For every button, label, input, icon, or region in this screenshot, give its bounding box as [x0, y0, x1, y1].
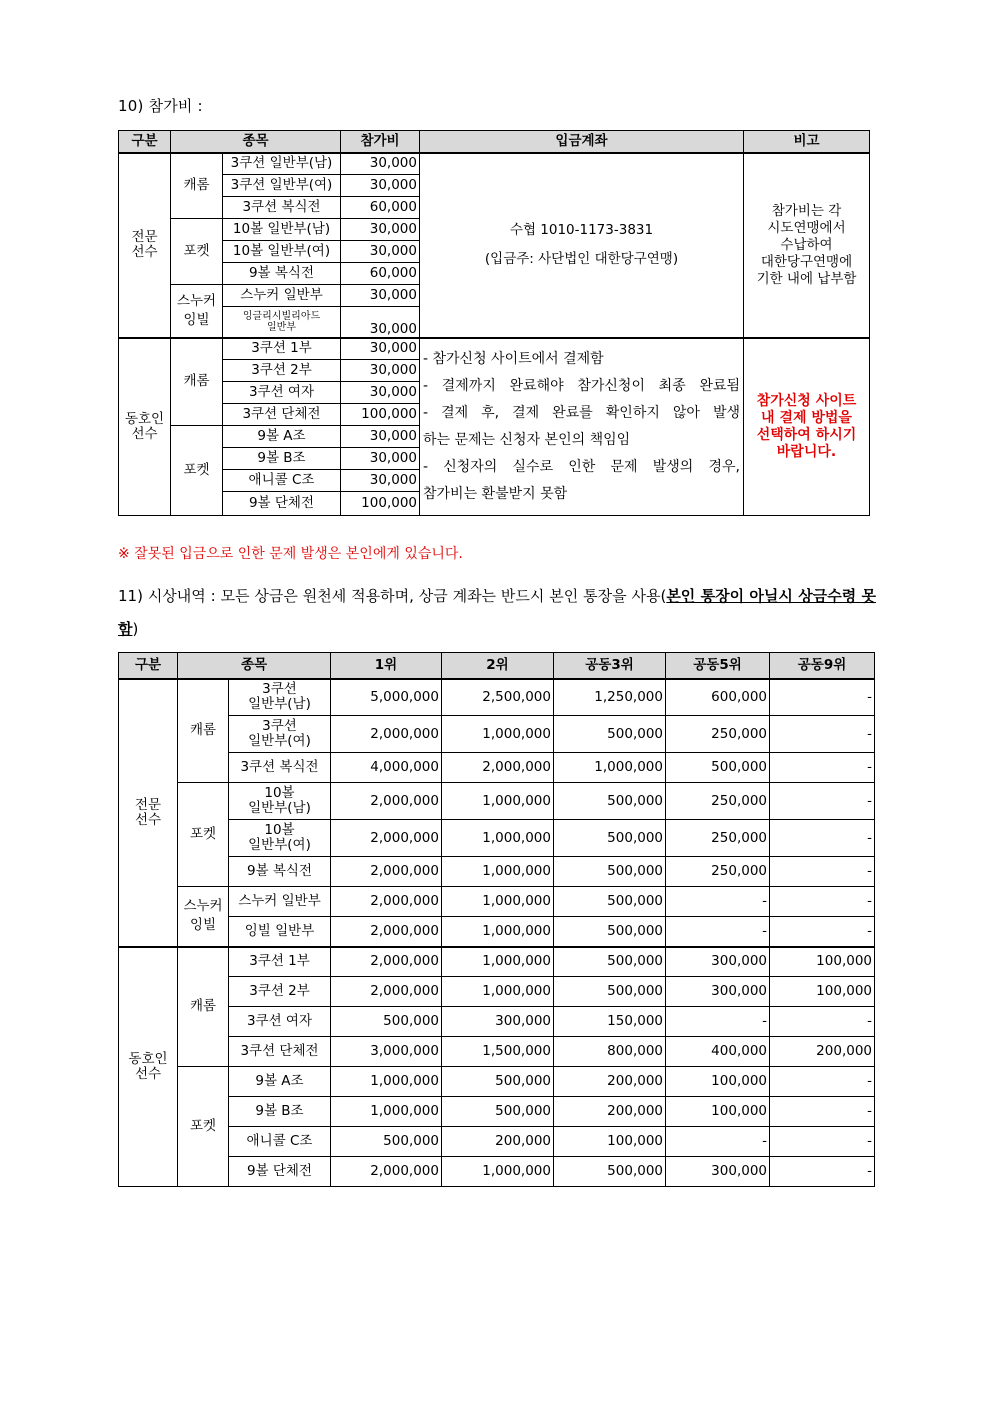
event-name: 잉빌 일반부: [229, 917, 331, 947]
prize-value-p9: -: [770, 857, 875, 887]
fee-value: 30,000: [341, 426, 420, 448]
carom-label: 캐롬: [178, 947, 229, 1067]
pro-label: 전문 선수: [119, 679, 178, 947]
note-line: - 신청자의 실수로 인한 문제 발생의 경우,: [423, 458, 740, 475]
note-line: - 결제까지 완료해야 참가신청이 최종 완료됨: [423, 377, 740, 394]
fee-value: 30,000: [341, 382, 420, 404]
prize-value-p2: 1,000,000: [442, 1157, 554, 1187]
prize-value-p2: 500,000: [442, 1067, 554, 1097]
prize-value-p1: 500,000: [331, 1007, 442, 1037]
header-joint-3rd: 공동3위: [554, 653, 666, 679]
prize-value-p2: 2,000,000: [442, 753, 554, 783]
prize-value-p3: 1,250,000: [554, 679, 666, 716]
fee-value: 30,000: [341, 360, 420, 382]
prize-value-p5: 400,000: [666, 1037, 770, 1067]
carom-label: 캐롬: [178, 679, 229, 783]
prize-value-p9: -: [770, 679, 875, 716]
prize-value-p9: -: [770, 820, 875, 857]
table-row: [119, 1037, 875, 1067]
prize-emphasis: 본인 통장이 아닐시 상금수령 못함: [118, 587, 876, 638]
prize-value-p3: 200,000: [554, 1067, 666, 1097]
prize-value-p5: 250,000: [666, 820, 770, 857]
fee-value: 60,000: [341, 263, 420, 285]
prize-value-p5: -: [666, 917, 770, 947]
prize-value-p9: -: [770, 783, 875, 820]
table-row: [119, 977, 875, 1007]
prize-value-p1: 2,000,000: [331, 887, 442, 917]
entry-fee-table: [118, 130, 870, 516]
prize-value-p3: 1,000,000: [554, 753, 666, 783]
prize-value-p1: 2,000,000: [331, 1157, 442, 1187]
table-row: [119, 153, 870, 175]
prize-value-p1: 2,000,000: [331, 947, 442, 977]
pocket-label: 포켓: [171, 426, 223, 516]
table-row: [119, 917, 875, 947]
prize-value-p2: 1,000,000: [442, 820, 554, 857]
event-name: 3쿠션 일반부(여): [229, 716, 331, 753]
header-event: 종목: [178, 653, 331, 679]
prize-value-p5: 600,000: [666, 679, 770, 716]
table-row: [119, 1007, 875, 1037]
table-row: [119, 1097, 875, 1127]
prize-value-p3: 500,000: [554, 917, 666, 947]
prize-value-p3: 150,000: [554, 1007, 666, 1037]
header-category: 구분: [119, 653, 178, 679]
header-1st: 1위: [331, 653, 442, 679]
prize-value-p3: 500,000: [554, 1157, 666, 1187]
event-name: 10볼 일반부(남): [229, 783, 331, 820]
event-name: 9볼 단체전: [223, 492, 341, 516]
amateur-remark: 참가신청 사이트 내 결제 방법을 선택하여 하시기 바랍니다.: [744, 338, 870, 516]
event-name: 10볼 일반부(남): [223, 219, 341, 241]
prize-value-p5: 300,000: [666, 977, 770, 1007]
prize-value-p1: 3,000,000: [331, 1037, 442, 1067]
header-event: 종목: [171, 131, 341, 153]
pro-remark: 참가비는 각 시도연맹에서 수납하여 대한당구연맹에 기한 내에 납부함: [744, 153, 870, 338]
prize-value-p3: 500,000: [554, 716, 666, 753]
event-name: 3쿠션 일반부(남): [229, 679, 331, 716]
header-category: 구분: [119, 131, 171, 153]
prize-value-p5: 250,000: [666, 857, 770, 887]
event-name: 3쿠션 2부: [229, 977, 331, 1007]
prize-value-p3: 100,000: [554, 1127, 666, 1157]
prize-value-p9: -: [770, 1097, 875, 1127]
prize-value-p2: 1,000,000: [442, 716, 554, 753]
event-name: 애니콜 C조: [223, 470, 341, 492]
prize-value-p3: 500,000: [554, 783, 666, 820]
fee-value: 30,000: [341, 338, 420, 360]
prize-value-p2: 1,000,000: [442, 783, 554, 820]
prize-value-p9: -: [770, 753, 875, 783]
prize-text-close: ): [132, 620, 139, 638]
event-name: 3쿠션 1부: [223, 338, 341, 360]
prize-value-p2: 500,000: [442, 1097, 554, 1127]
note-line: - 결제 후, 결제 완료를 확인하지 않아 발생: [423, 404, 740, 421]
event-name: 애니콜 C조: [229, 1127, 331, 1157]
header-account: 입금계좌: [420, 131, 744, 153]
prize-value-p9: -: [770, 716, 875, 753]
prize-value-p1: 2,000,000: [331, 977, 442, 1007]
prize-value-p5: 300,000: [666, 1157, 770, 1187]
account-line: 수협 1010-1173-3831: [509, 222, 654, 238]
payment-notes: [420, 338, 744, 516]
table-row: [119, 783, 875, 820]
prize-value-p3: 500,000: [554, 857, 666, 887]
table-row: [119, 716, 875, 753]
table-row: [119, 857, 875, 887]
event-name: 10볼 일반부(여): [229, 820, 331, 857]
prize-value-p9: -: [770, 1067, 875, 1097]
header-remark: 비고: [744, 131, 870, 153]
header-fee: 참가비: [341, 131, 420, 153]
event-name: 스누커 일반부: [229, 887, 331, 917]
prize-value-p9: -: [770, 917, 875, 947]
note-line: 참가비는 환불받지 못함: [423, 485, 568, 502]
prize-value-p5: -: [666, 887, 770, 917]
table-row: [119, 1067, 875, 1097]
event-name: 3쿠션 2부: [223, 360, 341, 382]
prize-value-p1: 1,000,000: [331, 1067, 442, 1097]
prize-table: [118, 652, 875, 1187]
event-name: 9볼 A조: [229, 1067, 331, 1097]
prize-value-p3: 800,000: [554, 1037, 666, 1067]
pocket-label: 포켓: [178, 1067, 229, 1187]
prize-value-p1: 2,000,000: [331, 716, 442, 753]
table-row: [119, 679, 875, 716]
pro-label: 전문 선수: [119, 153, 171, 338]
event-name: 3쿠션 단체전: [223, 404, 341, 426]
header-joint-9th: 공동9위: [770, 653, 875, 679]
prize-value-p2: 300,000: [442, 1007, 554, 1037]
payment-notice: ※ 잘못된 입금으로 인한 문제 발생은 본인에게 있습니다.: [118, 546, 463, 562]
fee-value: 30,000: [341, 175, 420, 197]
bank-account: [420, 153, 744, 338]
fee-value: 60,000: [341, 197, 420, 219]
fee-value: 100,000: [341, 492, 420, 516]
table-row: [119, 1127, 875, 1157]
fee-value: 30,000: [341, 285, 420, 307]
event-name: 3쿠션 여자: [223, 382, 341, 404]
prize-value-p1: 4,000,000: [331, 753, 442, 783]
prize-value-p9: 200,000: [770, 1037, 875, 1067]
prize-value-p1: 2,000,000: [331, 820, 442, 857]
carom-label: 캐롬: [171, 338, 223, 426]
prize-value-p3: 200,000: [554, 1097, 666, 1127]
event-name: 9볼 복식전: [223, 263, 341, 285]
prize-header-row: [119, 653, 875, 679]
prize-value-p1: 2,000,000: [331, 857, 442, 887]
prize-value-p5: 500,000: [666, 753, 770, 783]
prize-value-p2: 2,500,000: [442, 679, 554, 716]
prize-value-p9: -: [770, 1007, 875, 1037]
prize-value-p5: 100,000: [666, 1067, 770, 1097]
prize-value-p3: 500,000: [554, 887, 666, 917]
event-name: 9볼 단체전: [229, 1157, 331, 1187]
prize-value-p2: 1,000,000: [442, 857, 554, 887]
event-name: 3쿠션 1부: [229, 947, 331, 977]
prize-value-p9: -: [770, 887, 875, 917]
table-row: [119, 820, 875, 857]
section-11-description: [118, 580, 876, 646]
prize-value-p3: 500,000: [554, 820, 666, 857]
note-line: 하는 문제는 신청자 본인의 책임임: [423, 431, 631, 448]
prize-value-p2: 1,000,000: [442, 917, 554, 947]
prize-value-p5: -: [666, 1127, 770, 1157]
event-name: 3쿠션 여자: [229, 1007, 331, 1037]
prize-value-p2: 200,000: [442, 1127, 554, 1157]
prize-value-p3: 500,000: [554, 947, 666, 977]
fee-value: 30,000: [341, 307, 420, 338]
prize-value-p5: 250,000: [666, 783, 770, 820]
note-line: - 참가신청 사이트에서 결제함: [423, 350, 604, 367]
table-row: [119, 1157, 875, 1187]
section-10-title: 10) 참가비 :: [118, 97, 203, 115]
snooker-english-label: 스누커 잉빌: [171, 285, 223, 338]
fee-value: 100,000: [341, 404, 420, 426]
snooker-english-label: 스누커 잉빌: [178, 887, 229, 947]
amateur-label: 동호인 선수: [119, 947, 178, 1187]
prize-text: 11) 시상내역 : 모든 상금은 원천세 적용하며, 상금 계좌는 반드시 본인 통장을 사용(: [118, 587, 667, 605]
prize-value-p9: 100,000: [770, 947, 875, 977]
event-name: 3쿠션 복식전: [229, 753, 331, 783]
prize-value-p1: 2,000,000: [331, 917, 442, 947]
fee-value: 30,000: [341, 241, 420, 263]
header-2nd: 2위: [442, 653, 554, 679]
pocket-label: 포켓: [178, 783, 229, 887]
prize-value-p3: 500,000: [554, 977, 666, 1007]
table-row: [119, 338, 870, 360]
prize-value-p5: 100,000: [666, 1097, 770, 1127]
amateur-label: 동호인 선수: [119, 338, 171, 516]
prize-value-p2: 1,000,000: [442, 887, 554, 917]
table-row: [119, 887, 875, 917]
prize-value-p2: 1,000,000: [442, 977, 554, 1007]
table-row: [119, 947, 875, 977]
table-row: [119, 753, 875, 783]
prize-value-p1: 1,000,000: [331, 1097, 442, 1127]
header-joint-5th: 공동5위: [666, 653, 770, 679]
event-name: 3쿠션 일반부(여): [223, 175, 341, 197]
fee-value: 30,000: [341, 153, 420, 175]
event-name: 10볼 일반부(여): [223, 241, 341, 263]
prize-value-p5: 250,000: [666, 716, 770, 753]
pocket-label: 포켓: [171, 219, 223, 285]
fee-value: 30,000: [341, 219, 420, 241]
account-holder: (입금주: 사단법인 대한당구연맹): [484, 251, 679, 267]
event-name: 잉글리시빌리아드 일반부: [223, 307, 341, 338]
prize-value-p9: -: [770, 1157, 875, 1187]
event-name: 3쿠션 단체전: [229, 1037, 331, 1067]
prize-value-p9: 100,000: [770, 977, 875, 1007]
prize-value-p1: 2,000,000: [331, 783, 442, 820]
fee-value: 30,000: [341, 448, 420, 470]
fee-header-row: [119, 131, 870, 153]
fee-value: 30,000: [341, 470, 420, 492]
event-name: 9볼 B조: [229, 1097, 331, 1127]
event-name: 9볼 B조: [223, 448, 341, 470]
prize-value-p5: 300,000: [666, 947, 770, 977]
prize-value-p1: 5,000,000: [331, 679, 442, 716]
event-name: 스누커 일반부: [223, 285, 341, 307]
prize-value-p2: 1,500,000: [442, 1037, 554, 1067]
prize-value-p1: 500,000: [331, 1127, 442, 1157]
prize-value-p9: -: [770, 1127, 875, 1157]
event-name: 9볼 복식전: [229, 857, 331, 887]
carom-label: 캐롬: [171, 153, 223, 219]
event-name: 3쿠션 일반부(남): [223, 153, 341, 175]
prize-value-p5: -: [666, 1007, 770, 1037]
prize-value-p2: 1,000,000: [442, 947, 554, 977]
event-name: 3쿠션 복식전: [223, 197, 341, 219]
event-name: 9볼 A조: [223, 426, 341, 448]
